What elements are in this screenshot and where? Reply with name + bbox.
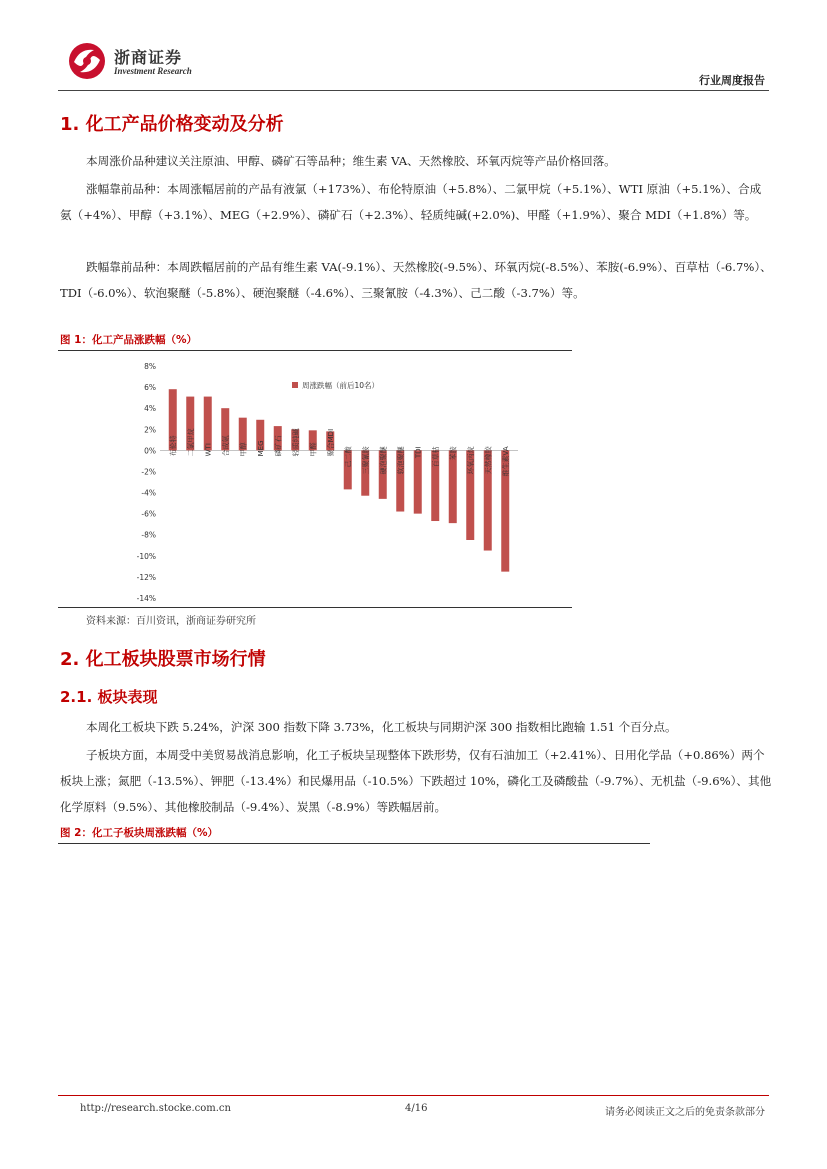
category-label: 甲醛: [309, 442, 318, 457]
figure-2-top-rule: [58, 843, 650, 844]
company-logo: [66, 40, 108, 80]
bar: [204, 397, 212, 451]
figure-1-title: 图 1：化工产品涨跌幅（%）: [60, 334, 197, 346]
y-tick-label: -4%: [141, 488, 156, 498]
bar: [414, 450, 422, 513]
legend-swatch: [292, 382, 298, 388]
category-label: 三聚氰胺: [362, 446, 371, 475]
header-divider: [58, 90, 769, 91]
category-label: 聚合MDI: [327, 428, 336, 457]
y-tick-label: 6%: [144, 383, 156, 393]
category-label: 百草枯: [432, 446, 441, 468]
price-change-chart: [60, 356, 572, 606]
section-2-paragraph-2: 子板块方面，本周受中美贸易战消息影响，化工子板块呈现整体下跌形势，仅有石油加工（+2.41%）、日用化学品（+0.86%）两个板块上涨；氮肥（-13.5%）、钾肥（-13.4%）和民爆用品（-10.5%）下跌超过 10%，磷化工及磷酸盐（-9.7%）、无机盐（-9.6%）、其他化学原料（9.5%）、其他橡胶制品（-9.4%）、炭黑（-8.9%）等跌幅居前。: [60, 748, 772, 814]
section-1-paragraph-3: 跌幅靠前品种：本周跌幅居前的产品有维生素 VA(-9.1%）、天然橡胶(-9.5%）、环氧丙烷(-8.5%）、苯胺(-6.9%）、百草枯（-6.7%）、TDI（-6.0%）、软泡聚醚（-5.8%）、硬泡聚醚（-4.6%）、三聚氰胺（-4.3%）、己二酸（-3.7%）等。: [60, 260, 772, 300]
section-2-paragraph-1: 本周化工板块下跌 5.24%，沪深 300 指数下降 3.73%，化工板块与同期沪深 300 指数相比跑输 1.51 个百分点。: [86, 720, 677, 734]
section-1-paragraph-2: 涨幅靠前品种：本周涨幅居前的产品有液氯（+173%）、布伦特原油（+5.8%）、二氯甲烷（+5.1%）、WTI 原油（+5.1%）、合成氨（+4%）、甲醇（+3.1%）、MEG（+2.9%）、磷矿石（+2.3%）、轻质纯碱(+2.0%)、甲醛（+1.9%）、聚合 MDI（+1.8%）等。: [60, 182, 762, 222]
y-tick-label: -14%: [136, 594, 156, 603]
section-2-1-title: 2.1. 板块表现: [60, 688, 158, 706]
category-label: 己二酸: [344, 446, 353, 468]
category-label: 软泡聚醚: [397, 446, 406, 475]
footer-disclaimer: 请务必阅读正文之后的免责条款部分: [605, 1107, 765, 1118]
figure-1-top-rule: [58, 350, 572, 351]
y-tick-label: 8%: [144, 362, 156, 371]
y-tick-label: 2%: [144, 425, 156, 435]
footer-divider: [58, 1095, 769, 1096]
category-label: TDI: [414, 446, 423, 459]
y-tick-label: 4%: [144, 404, 156, 414]
section-1-paragraph-1: 本周涨价品种建议关注原油、甲醇、磷矿石等品种；维生素 VA、天然橡胶、环氧丙烷等产品价格回落。: [86, 154, 616, 168]
category-label: WTI: [204, 443, 213, 457]
category-label: 磷矿石: [274, 435, 283, 457]
category-label: 合成氨: [222, 435, 231, 457]
y-tick-label: -2%: [141, 467, 156, 477]
y-tick-label: -8%: [141, 530, 156, 540]
category-label: 硬泡聚醚: [379, 446, 388, 475]
page-number: 4/16: [405, 1103, 428, 1114]
category-label: MEG: [257, 440, 266, 457]
y-tick-label: -12%: [136, 572, 156, 582]
section-2-title: 2. 化工板块股票市场行情: [60, 649, 266, 670]
y-tick-label: -10%: [136, 551, 156, 561]
y-tick-label: -6%: [141, 509, 156, 519]
category-label: 甲醇: [239, 442, 248, 457]
figure-2-title: 图 2：化工子板块周涨跌幅（%）: [60, 827, 218, 839]
category-label: 环氧丙烷: [467, 446, 476, 475]
section-1-title: 1. 化工产品价格变动及分析: [60, 114, 284, 135]
company-name-en: Investment Research: [114, 66, 192, 76]
category-label: 轻质纯碱: [292, 428, 301, 457]
company-name-cn: 浙商证券: [114, 48, 183, 67]
category-label: 苯胺: [449, 446, 458, 461]
category-label: 二氯甲烷: [187, 428, 196, 457]
legend-label: 周涨跌幅（前后10名）: [302, 381, 380, 390]
report-type: 行业周度报告: [699, 74, 765, 87]
category-label: 布伦特: [169, 435, 178, 457]
y-tick-label: 0%: [144, 446, 156, 456]
category-label: 维生素VA: [502, 446, 511, 477]
figure-1-bottom-rule: [58, 607, 572, 608]
footer-url[interactable]: http://research.stocke.com.cn: [80, 1103, 231, 1114]
category-label: 天然橡胶: [484, 446, 493, 475]
figure-1-source: 资料来源：百川资讯，浙商证券研究所: [86, 616, 256, 627]
